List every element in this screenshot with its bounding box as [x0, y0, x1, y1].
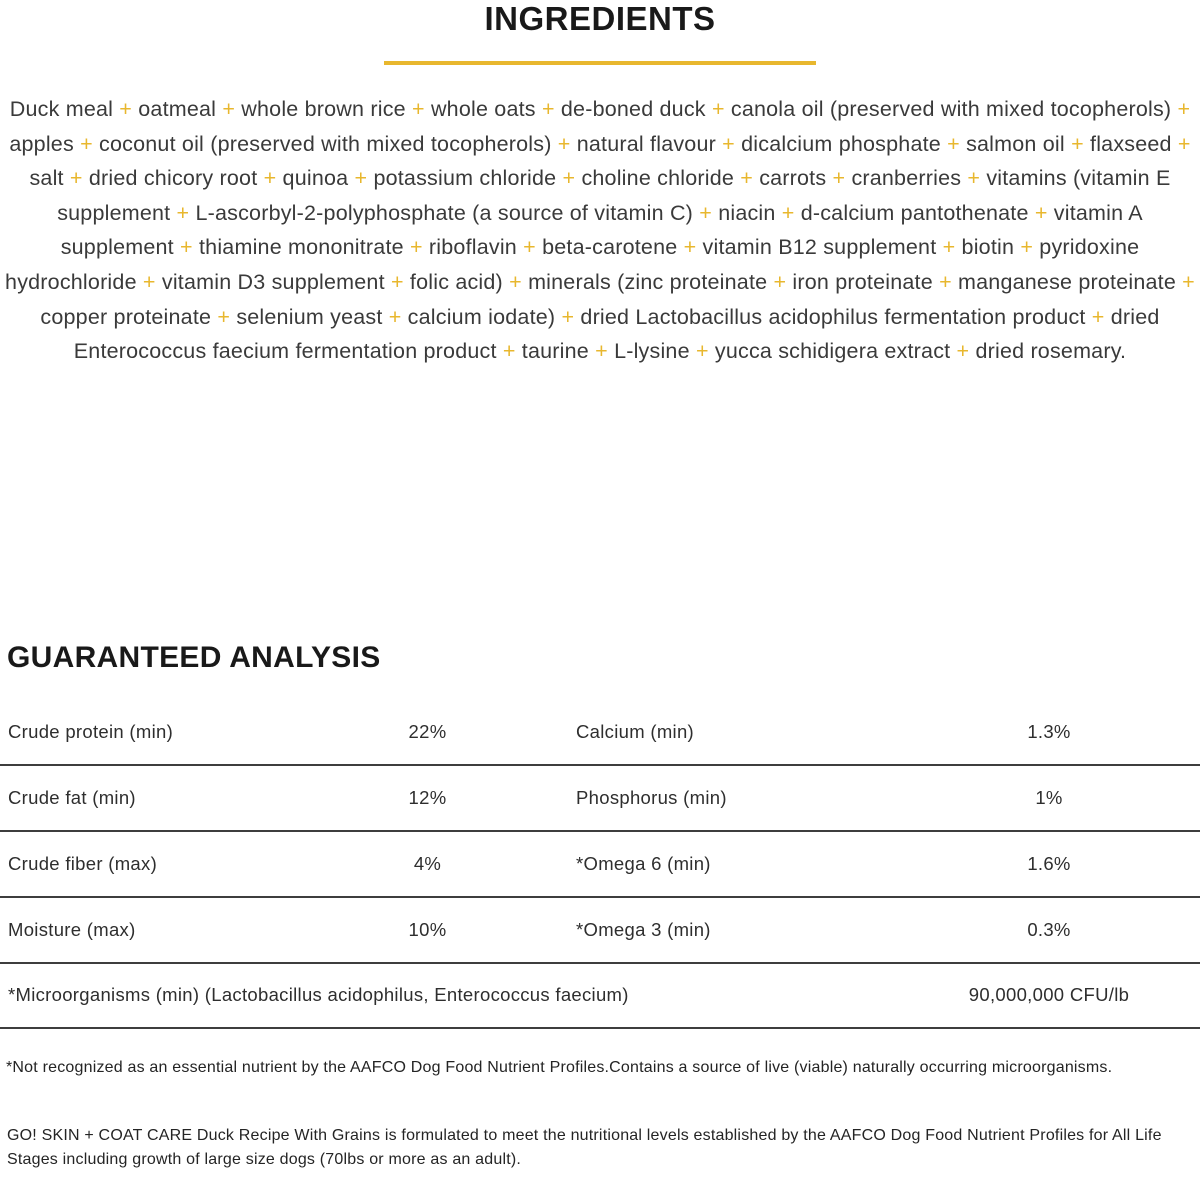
analysis-label: *Omega 3 (min): [576, 918, 711, 940]
ingredient-item: vitamin B12 supplement: [702, 235, 937, 260]
ingredient-item: yucca schidigera extract: [714, 339, 951, 364]
analysis-value: 90,000,000 CFU/lb: [968, 984, 1130, 1006]
analysis-row: [0, 766, 1200, 832]
plus-separator: +: [683, 235, 697, 260]
analysis-label: Crude protein (min): [8, 720, 174, 742]
plus-separator: +: [80, 131, 93, 156]
analysis-value: 12%: [408, 786, 447, 808]
ingredient-item: dried Enterococcus faecium fermentation product: [73, 304, 1160, 364]
ingredient-item: riboflavin: [428, 235, 517, 260]
ingredient-item: natural flavour: [576, 131, 716, 156]
ingredient-item: d-calcium pantothenate: [800, 200, 1029, 225]
plus-separator: +: [942, 235, 956, 260]
analysis-value: 0.3%: [1027, 918, 1071, 940]
plus-separator: +: [217, 304, 231, 329]
plus-separator: +: [388, 304, 402, 329]
plus-separator: +: [832, 166, 846, 191]
analysis-label: *Omega 6 (min): [576, 852, 711, 874]
plus-separator: +: [1034, 200, 1048, 225]
analysis-value: 10%: [408, 918, 447, 940]
ingredient-item: carrots: [759, 166, 827, 191]
ingredient-item: vitamin A supplement: [60, 200, 1143, 260]
analysis-value: 1%: [1035, 786, 1063, 808]
ingredient-item: manganese proteinate: [958, 269, 1176, 294]
asterisk-footnote: *Not recognized as an essential nutrient by the AAFCO Dog Food Nutrient Profiles.Contains a source of live (viable) naturally occurring microorganisms.: [6, 1058, 1113, 1076]
analysis-row: [0, 832, 1200, 898]
plus-separator: +: [557, 131, 571, 156]
ingredient-item: salt: [29, 166, 64, 191]
plus-separator: +: [781, 200, 795, 225]
analysis-value: 4%: [413, 852, 442, 874]
analysis-table: [0, 700, 1200, 964]
analysis-value: 1.6%: [1027, 852, 1071, 874]
yellow-divider: [384, 61, 816, 65]
plus-separator: +: [222, 97, 236, 121]
plus-separator: +: [561, 304, 575, 329]
ingredient-item: apples: [9, 131, 74, 156]
aafco-statement: GO! SKIN + COAT CARE Duck Recipe With Grains is formulated to meet the nutritional levels established by the AAFCO Dog Food Nutrient Profiles for All Life Stages including growth of large size dogs (70lbs or more as an adult).: [7, 1127, 1162, 1168]
ingredient-item: whole oats: [430, 97, 536, 121]
ingredient-item: pyridoxine hydrochloride: [5, 235, 1140, 294]
plus-separator: +: [1071, 131, 1084, 156]
ingredient-item: taurine: [521, 339, 589, 364]
ingredient-item: potassium chloride: [373, 166, 557, 191]
ingredient-item: L-lysine: [614, 339, 690, 364]
analysis-value: 22%: [408, 720, 447, 742]
analysis-label: Phosphorus (min): [576, 786, 727, 808]
ingredient-item: calcium iodate): [407, 304, 556, 329]
analysis-label: Calcium (min): [576, 720, 694, 742]
ingredient-item: vitamin D3 supplement: [161, 269, 385, 294]
ingredient-item: salmon oil: [966, 131, 1065, 156]
plus-separator: +: [1177, 97, 1191, 121]
plus-separator: +: [562, 166, 576, 191]
analysis-label: Crude fiber (max): [8, 852, 158, 874]
ingredient-item: de-boned duck: [560, 97, 706, 121]
ingredient-item: dried Lactobacillus acidophilus fermentation product: [580, 304, 1086, 329]
plus-separator: +: [412, 97, 425, 121]
ingredient-item: canola oil (preserved with mixed tocopherols): [730, 97, 1172, 121]
ingredient-item: copper proteinate: [40, 304, 212, 329]
plus-separator: +: [595, 339, 608, 364]
plus-separator: +: [740, 166, 753, 191]
plus-separator: +: [722, 131, 735, 156]
plus-separator: +: [947, 131, 960, 156]
ingredient-item: thiamine mononitrate: [199, 235, 404, 260]
ingredient-item: selenium yeast: [236, 304, 383, 329]
ingredient-item: whole brown rice: [241, 97, 406, 121]
analysis-label: *Microorganisms (min) (Lactobacillus acidophilus, Enterococcus faecium): [8, 984, 629, 1006]
plus-separator: +: [773, 269, 787, 294]
ingredient-item: Duck meal: [9, 97, 114, 121]
plus-separator: +: [390, 269, 404, 294]
analysis-row-microorganisms: [0, 964, 1200, 1029]
ingredient-item: flaxseed: [1090, 131, 1172, 156]
ingredient-item: niacin: [718, 200, 776, 225]
guaranteed-analysis-title: GUARANTEED ANALYSIS: [7, 640, 381, 674]
plus-separator: +: [509, 269, 522, 294]
plus-separator: +: [354, 166, 368, 191]
plus-separator: +: [176, 200, 190, 225]
analysis-row: [0, 700, 1200, 766]
analysis-label: Moisture (max): [8, 918, 136, 940]
guaranteed-analysis-section: [0, 641, 1200, 1183]
plus-separator: +: [142, 269, 156, 294]
plus-separator: +: [409, 235, 423, 260]
ingredient-item: dried chicory root: [88, 166, 258, 191]
plus-separator: +: [263, 166, 277, 191]
analysis-row: [0, 898, 1200, 964]
plus-separator: +: [711, 97, 725, 121]
plus-separator: +: [695, 339, 709, 364]
plus-separator: +: [69, 166, 83, 191]
plus-separator: +: [699, 200, 712, 225]
ingredient-item: oatmeal: [138, 97, 217, 121]
ingredients-list: [0, 92, 1200, 369]
plus-separator: +: [1020, 235, 1034, 260]
plus-separator: +: [119, 97, 133, 121]
plus-separator: +: [939, 269, 952, 294]
plus-separator: +: [1177, 131, 1191, 156]
ingredient-item: choline chloride: [581, 166, 735, 191]
ingredient-item: cranberries: [851, 166, 962, 191]
plus-separator: +: [1091, 304, 1105, 329]
plus-separator: +: [523, 235, 536, 260]
plus-separator: +: [502, 339, 516, 364]
ingredient-item: folic acid): [409, 269, 503, 294]
ingredient-item: vitamins (vitamin E supplement: [57, 166, 1171, 225]
plus-separator: +: [541, 97, 555, 121]
ingredient-item: beta-carotene: [542, 235, 678, 260]
ingredient-item: dried rosemary.: [975, 339, 1127, 364]
ingredient-item: minerals (zinc proteinate: [528, 269, 768, 294]
ingredient-item: dicalcium phosphate: [741, 131, 941, 156]
plus-separator: +: [180, 235, 193, 260]
plus-separator: +: [1182, 269, 1195, 294]
ingredient-item: quinoa: [282, 166, 349, 191]
ingredients-title: INGREDIENTS: [484, 0, 716, 37]
plus-separator: +: [956, 339, 970, 364]
ingredient-item: biotin: [961, 235, 1015, 260]
analysis-value: 1.3%: [1027, 720, 1071, 742]
plus-separator: +: [967, 166, 981, 191]
ingredient-item: coconut oil (preserved with mixed tocopherols): [99, 131, 552, 156]
analysis-label: Crude fat (min): [8, 786, 136, 808]
ingredient-item: iron proteinate: [792, 269, 933, 294]
ingredients-section: [0, 0, 1200, 369]
ingredient-item: L-ascorbyl-2-polyphosphate (a source of vitamin C): [195, 200, 694, 225]
